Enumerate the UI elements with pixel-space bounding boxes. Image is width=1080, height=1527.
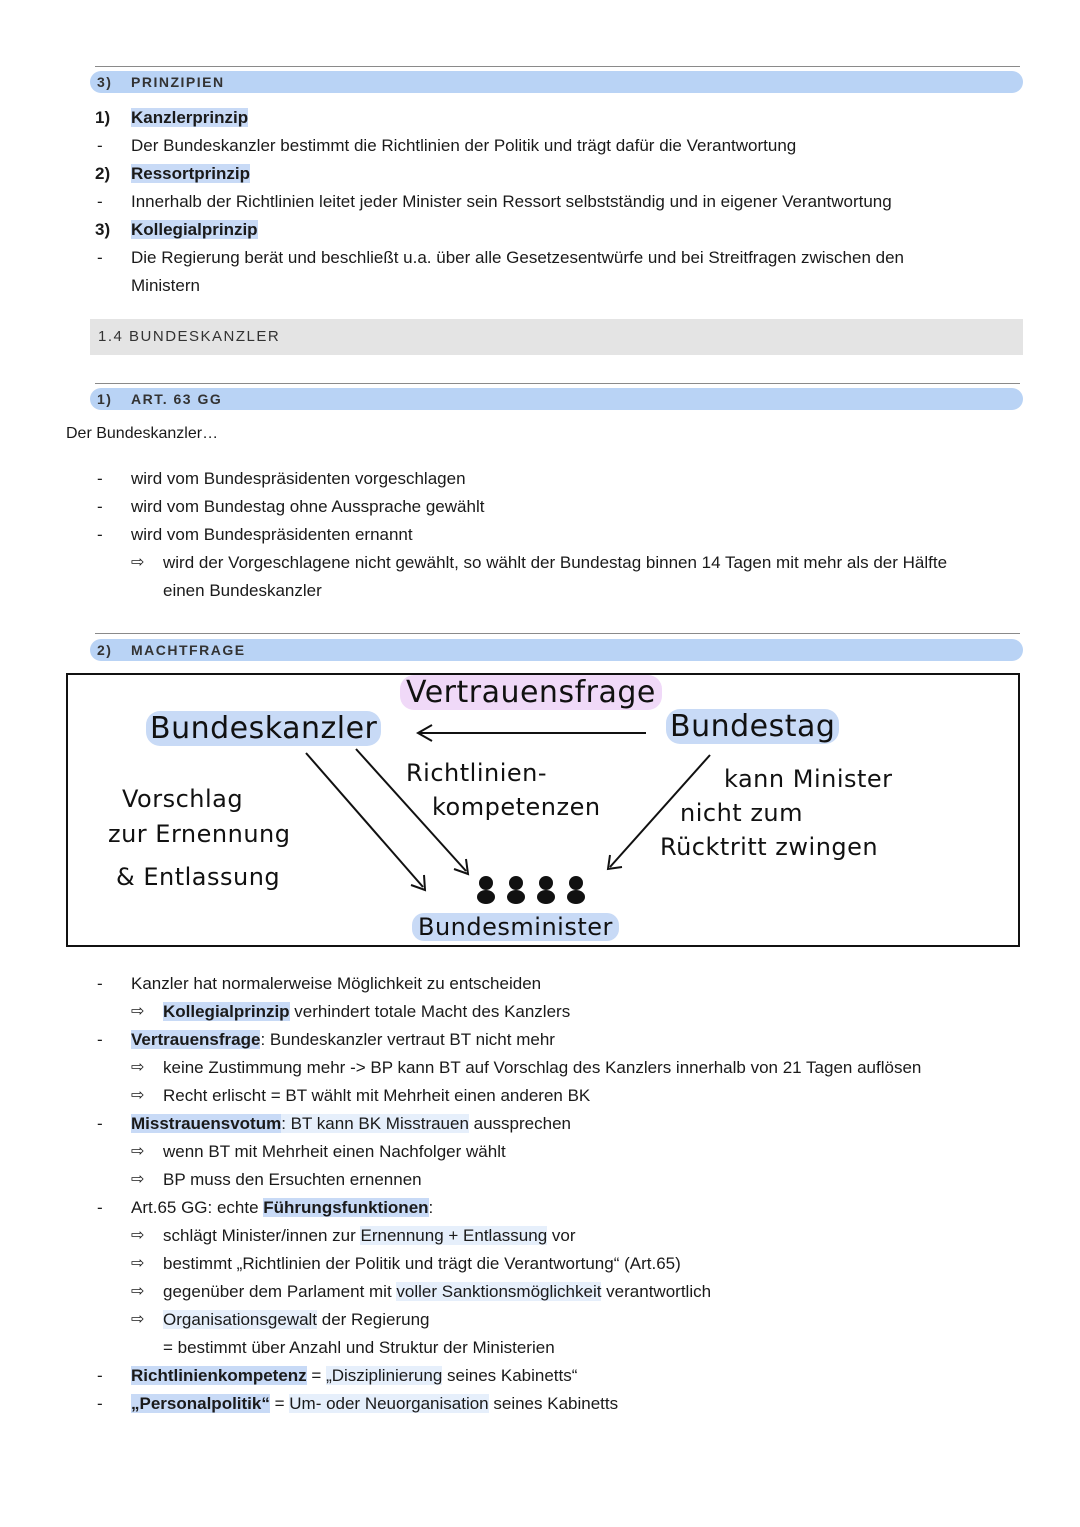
- arrow-right-icon: ⇨: [131, 1171, 145, 1188]
- label-nicht-zum: nicht zum: [680, 799, 804, 827]
- label-entlassung: & Entlassung: [116, 863, 281, 891]
- section-title-bundeskanzler: 1.4 BUNDESKANZLER: [90, 319, 1023, 355]
- arrow-right-icon: ⇨: [131, 1143, 145, 1160]
- label-bundestag: Bundestag: [666, 709, 839, 744]
- divider: [95, 383, 1020, 384]
- minister-figures-icon: [477, 876, 585, 904]
- power-diagram: [66, 673, 1020, 947]
- arrow-right-icon: ⇨: [131, 1059, 145, 1076]
- arrow-right-icon: ⇨: [131, 1227, 145, 1244]
- label-kompetenzen: kompetenzen: [432, 793, 601, 821]
- divider: [95, 66, 1020, 67]
- label-vorschlag: Vorschlag: [122, 785, 244, 813]
- section-header-art63: 1) ART. 63 GG: [90, 388, 1023, 410]
- arrow-right-icon: ⇨: [131, 1283, 145, 1300]
- arrow-right-icon: ⇨: [131, 1255, 145, 1272]
- label-bundeskanzler: Bundeskanzler: [146, 711, 381, 746]
- section-header-machtfrage: 2) MACHTFRAGE: [90, 639, 1023, 661]
- section-header-prinzipien: 3) PRINZIPIEN: [90, 71, 1023, 93]
- intro-text: Der Bundeskanzler…: [66, 425, 219, 442]
- label-ruecktritt: Rücktritt zwingen: [660, 833, 879, 861]
- label-vertrauensfrage: Vertrauensfrage: [400, 675, 662, 710]
- label-richtlinien: Richtlinien-: [406, 759, 548, 787]
- arrow-right-icon: ⇨: [131, 554, 145, 571]
- label-bundesminister: Bundesminister: [412, 913, 619, 941]
- arrow-right-icon: ⇨: [131, 1087, 145, 1104]
- label-kann-minister: kann Minister: [724, 765, 893, 793]
- divider: [95, 633, 1020, 634]
- arrow-right-icon: ⇨: [131, 1311, 145, 1328]
- label-ernennung: zur Ernennung: [108, 820, 291, 848]
- arrow-right-icon: ⇨: [131, 1003, 145, 1020]
